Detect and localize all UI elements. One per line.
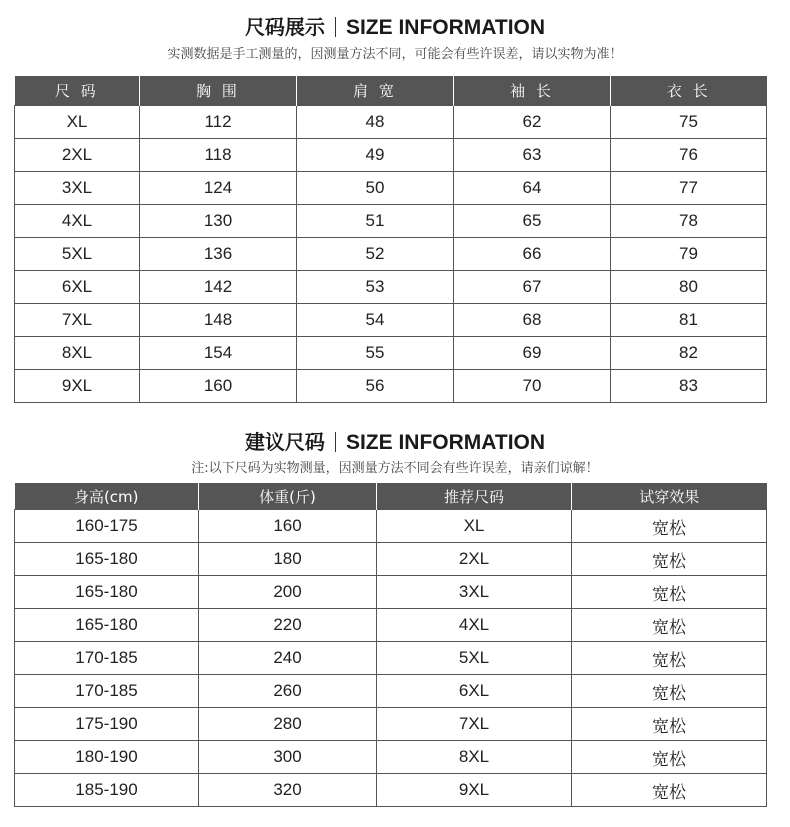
header-weight: 体重(斤) bbox=[199, 483, 377, 510]
cell-sleeve: 62 bbox=[454, 106, 611, 139]
cell-fit-effect: 宽松 bbox=[572, 543, 767, 576]
cell-length: 82 bbox=[611, 337, 767, 370]
header-recommended-size: 推荐尺码 bbox=[377, 483, 572, 510]
cell-recommended-size: XL bbox=[377, 510, 572, 543]
cell-recommended-size: 4XL bbox=[377, 609, 572, 642]
cell-height: 170-185 bbox=[15, 642, 199, 675]
cell-shoulder: 48 bbox=[297, 106, 454, 139]
cell-shoulder: 52 bbox=[297, 238, 454, 271]
cell-shoulder: 50 bbox=[297, 172, 454, 205]
recommend-size-subtitle: 注:以下尺码为实物测量，因测量方法不同会有些许误差，请亲们谅解！ bbox=[191, 461, 599, 476]
cell-fit-effect: 宽松 bbox=[572, 774, 767, 807]
cell-sleeve: 66 bbox=[454, 238, 611, 271]
cell-chest: 112 bbox=[140, 106, 297, 139]
header-height: 身高(cm) bbox=[15, 483, 199, 510]
cell-length: 75 bbox=[611, 106, 767, 139]
cell-recommended-size: 2XL bbox=[377, 543, 572, 576]
cell-size: 9XL bbox=[15, 370, 140, 403]
cell-size: XL bbox=[15, 106, 140, 139]
cell-size: 6XL bbox=[15, 271, 140, 304]
cell-sleeve: 69 bbox=[454, 337, 611, 370]
cell-weight: 220 bbox=[199, 609, 377, 642]
header-fit-effect: 试穿效果 bbox=[572, 483, 767, 510]
cell-length: 77 bbox=[611, 172, 767, 205]
recommend-size-title-en: SIZE INFORMATION bbox=[345, 431, 546, 454]
table-header-row bbox=[15, 76, 767, 106]
cell-weight: 240 bbox=[199, 642, 377, 675]
cell-length: 79 bbox=[611, 238, 767, 271]
cell-length: 81 bbox=[611, 304, 767, 337]
table-row bbox=[15, 106, 767, 139]
table-row bbox=[15, 370, 767, 403]
cell-sleeve: 63 bbox=[454, 139, 611, 172]
size-chart-title-cn: 尺码展示 bbox=[244, 15, 325, 39]
cell-chest: 154 bbox=[140, 337, 297, 370]
header-length: 衣 长 bbox=[611, 76, 767, 106]
cell-sleeve: 70 bbox=[454, 370, 611, 403]
header-size: 尺 码 bbox=[15, 76, 140, 106]
cell-fit-effect: 宽松 bbox=[572, 609, 767, 642]
table-row bbox=[15, 139, 767, 172]
cell-height: 160-175 bbox=[15, 510, 199, 543]
cell-weight: 180 bbox=[199, 543, 377, 576]
cell-shoulder: 53 bbox=[297, 271, 454, 304]
cell-chest: 136 bbox=[140, 238, 297, 271]
cell-recommended-size: 3XL bbox=[377, 576, 572, 609]
table-row bbox=[15, 304, 767, 337]
cell-chest: 118 bbox=[140, 139, 297, 172]
size-chart-title bbox=[0, 11, 790, 40]
cell-chest: 124 bbox=[140, 172, 297, 205]
cell-fit-effect: 宽松 bbox=[572, 675, 767, 708]
cell-chest: 148 bbox=[140, 304, 297, 337]
cell-length: 76 bbox=[611, 139, 767, 172]
table-row bbox=[15, 172, 767, 205]
table-row bbox=[15, 271, 767, 304]
cell-recommended-size: 9XL bbox=[377, 774, 572, 807]
cell-size: 8XL bbox=[15, 337, 140, 370]
cell-size: 2XL bbox=[15, 139, 140, 172]
cell-fit-effect: 宽松 bbox=[572, 576, 767, 609]
title-divider bbox=[335, 432, 336, 452]
table-row bbox=[15, 238, 767, 271]
size-chart-subtitle: 实测数据是手工测量的，因测量方法不同，可能会有些许误差，请以实物为准！ bbox=[167, 47, 623, 62]
table-row bbox=[15, 741, 767, 774]
cell-height: 170-185 bbox=[15, 675, 199, 708]
cell-length: 80 bbox=[611, 271, 767, 304]
header-shoulder: 肩 宽 bbox=[297, 76, 454, 106]
header-chest: 胸 围 bbox=[140, 76, 297, 106]
cell-recommended-size: 7XL bbox=[377, 708, 572, 741]
cell-size: 5XL bbox=[15, 238, 140, 271]
cell-weight: 260 bbox=[199, 675, 377, 708]
cell-size: 7XL bbox=[15, 304, 140, 337]
title-divider bbox=[335, 17, 336, 37]
table-row bbox=[15, 675, 767, 708]
cell-shoulder: 51 bbox=[297, 205, 454, 238]
cell-shoulder: 49 bbox=[297, 139, 454, 172]
cell-height: 185-190 bbox=[15, 774, 199, 807]
table-row bbox=[15, 642, 767, 675]
table-row bbox=[15, 543, 767, 576]
cell-recommended-size: 6XL bbox=[377, 675, 572, 708]
cell-recommended-size: 8XL bbox=[377, 741, 572, 774]
table-row bbox=[15, 774, 767, 807]
cell-sleeve: 67 bbox=[454, 271, 611, 304]
cell-height: 175-190 bbox=[15, 708, 199, 741]
cell-fit-effect: 宽松 bbox=[572, 510, 767, 543]
cell-height: 165-180 bbox=[15, 543, 199, 576]
cell-length: 78 bbox=[611, 205, 767, 238]
table-row bbox=[15, 609, 767, 642]
size-measurement-table bbox=[14, 76, 767, 403]
cell-fit-effect: 宽松 bbox=[572, 741, 767, 774]
recommended-size-table bbox=[14, 483, 767, 807]
cell-recommended-size: 5XL bbox=[377, 642, 572, 675]
recommend-size-title bbox=[0, 426, 790, 455]
cell-fit-effect: 宽松 bbox=[572, 642, 767, 675]
cell-sleeve: 65 bbox=[454, 205, 611, 238]
cell-fit-effect: 宽松 bbox=[572, 708, 767, 741]
cell-weight: 300 bbox=[199, 741, 377, 774]
cell-weight: 280 bbox=[199, 708, 377, 741]
cell-height: 165-180 bbox=[15, 609, 199, 642]
cell-length: 83 bbox=[611, 370, 767, 403]
cell-size: 3XL bbox=[15, 172, 140, 205]
cell-weight: 160 bbox=[199, 510, 377, 543]
cell-shoulder: 54 bbox=[297, 304, 454, 337]
cell-shoulder: 55 bbox=[297, 337, 454, 370]
table-row bbox=[15, 205, 767, 238]
table-row bbox=[15, 708, 767, 741]
table-row bbox=[15, 510, 767, 543]
cell-weight: 320 bbox=[199, 774, 377, 807]
recommend-size-title-cn: 建议尺码 bbox=[244, 430, 325, 454]
cell-chest: 142 bbox=[140, 271, 297, 304]
cell-sleeve: 64 bbox=[454, 172, 611, 205]
size-chart-title-en: SIZE INFORMATION bbox=[345, 16, 546, 39]
cell-sleeve: 68 bbox=[454, 304, 611, 337]
cell-weight: 200 bbox=[199, 576, 377, 609]
cell-height: 180-190 bbox=[15, 741, 199, 774]
header-sleeve: 袖 长 bbox=[454, 76, 611, 106]
cell-chest: 130 bbox=[140, 205, 297, 238]
table-row bbox=[15, 576, 767, 609]
cell-size: 4XL bbox=[15, 205, 140, 238]
table-header-row bbox=[15, 483, 767, 510]
table-row bbox=[15, 337, 767, 370]
cell-shoulder: 56 bbox=[297, 370, 454, 403]
cell-height: 165-180 bbox=[15, 576, 199, 609]
cell-chest: 160 bbox=[140, 370, 297, 403]
